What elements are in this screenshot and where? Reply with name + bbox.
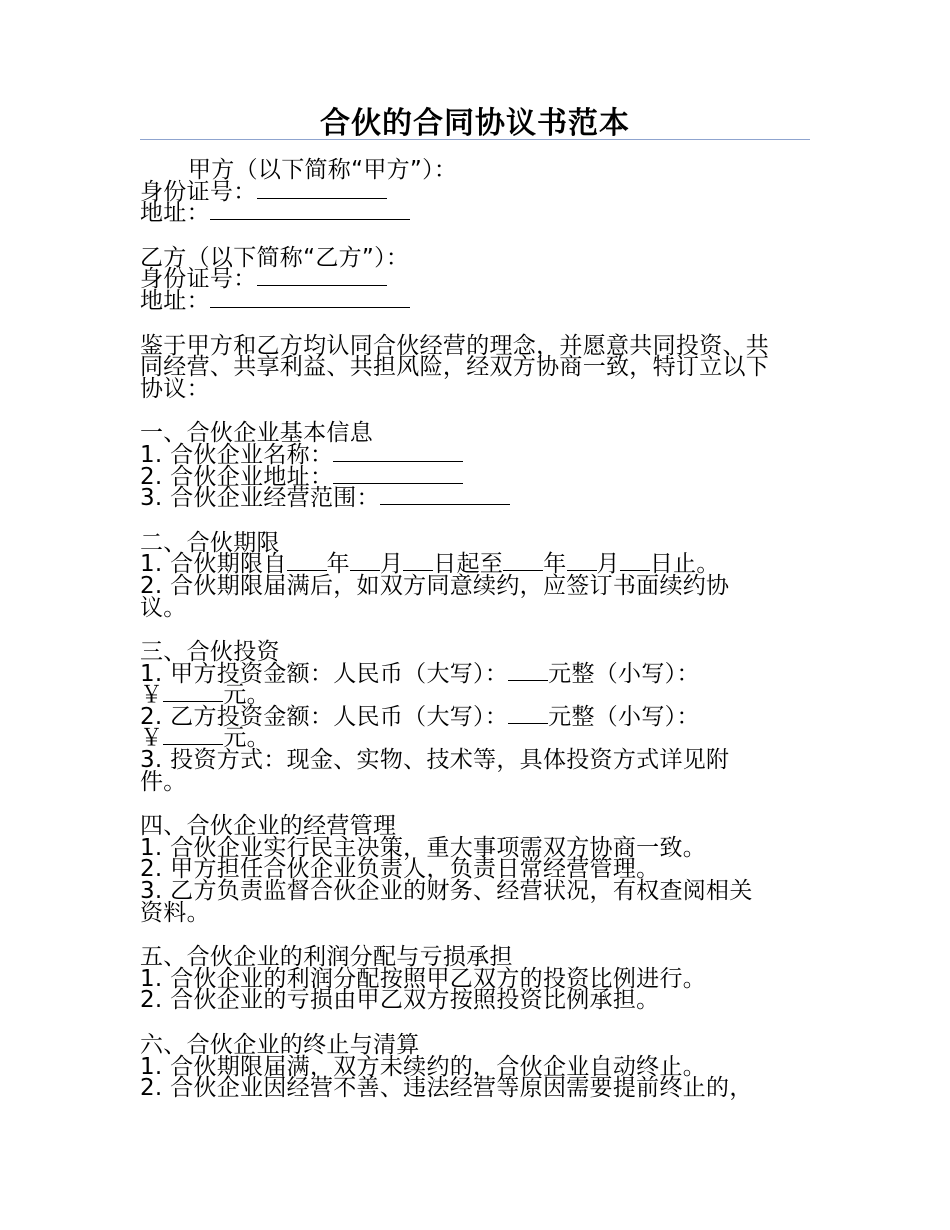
section-4-item-2: 2. 甲方担任合伙企业负责人，负责日常经营管理。 — [140, 856, 660, 883]
item-text: 年 — [326, 551, 350, 578]
party-a-id-blank[interactable] — [257, 182, 387, 199]
end-year-blank[interactable] — [503, 554, 543, 571]
document-title: 合伙的合同协议书范本 — [320, 106, 630, 141]
section-3-item-3-cont: 件。 — [140, 768, 187, 795]
party-a-address-line — [140, 200, 816, 227]
party-a-address-blank[interactable] — [210, 203, 410, 220]
section-3-heading: 三、合伙投资 — [140, 639, 280, 666]
start-day-blank[interactable] — [403, 554, 433, 571]
section-6-item-2: 2. 合伙企业因经营不善、违法经营等原因需要提前终止的， — [140, 1075, 753, 1102]
party-b-address-line — [140, 287, 816, 314]
party-b-amount-figures-blank[interactable] — [163, 728, 223, 745]
title-underline — [140, 139, 810, 140]
item-text: 元。 — [223, 682, 270, 709]
party-b-address-blank[interactable] — [210, 291, 410, 308]
section-4-item-3: 3. 乙方负责监督合伙企业的财务、经营状况，有权查阅相关 — [140, 878, 753, 905]
section-5-item-2: 2. 合伙企业的亏损由甲乙双方按照投资比例承担。 — [140, 987, 660, 1014]
item-text: 1. 甲方投资金额：人民币（大写）： — [140, 660, 509, 687]
party-a-id-label: 身份证号： — [140, 178, 257, 205]
enterprise-name-blank[interactable] — [333, 445, 463, 462]
item-text: 2. 合伙企业地址： — [140, 463, 334, 490]
item-text: 3. 合伙企业经营范围： — [140, 485, 380, 512]
party-b-address-label: 地址： — [140, 287, 210, 314]
end-day-blank[interactable] — [620, 554, 650, 571]
start-year-blank[interactable] — [287, 554, 327, 571]
item-text: 月 — [596, 551, 620, 578]
party-a-amount-figures-blank[interactable] — [163, 685, 223, 702]
party-a-id-line — [140, 178, 816, 205]
section-5-item-1: 1. 合伙企业的利润分配按照甲乙双方的投资比例进行。 — [140, 965, 707, 992]
enterprise-address-blank[interactable] — [333, 467, 463, 484]
item-text: 月 — [379, 551, 404, 578]
item-text: 1. 合伙期限自 — [140, 551, 287, 578]
yuan-sign: ￥ — [140, 682, 164, 709]
section-2-heading: 二、合伙期限 — [140, 529, 280, 556]
section-4-heading: 四、合伙企业的经营管理 — [140, 813, 397, 840]
yuan-sign: ￥ — [140, 725, 164, 752]
item-text: 元。 — [223, 725, 270, 752]
party-a-header: 甲方（以下简称“甲方”）： — [188, 157, 458, 183]
item-text: 元整（小写）： — [548, 660, 700, 687]
section-6-heading: 六、合伙企业的终止与清算 — [140, 1032, 420, 1058]
section-2-item-2: 2. 合伙期限届满后，如双方同意续约，应签订书面续约协 — [140, 572, 730, 599]
party-a-address-label: 地址： — [140, 200, 210, 227]
section-1-heading: 一、合伙企业基本信息 — [140, 420, 373, 447]
party-b-amount-words-blank[interactable] — [508, 707, 548, 724]
item-text: 元整（小写）： — [548, 703, 700, 730]
section-5-heading: 五、合伙企业的利润分配与亏损承担 — [140, 944, 513, 971]
item-text: 日起至 — [433, 551, 504, 578]
preamble-line: 协议： — [140, 375, 210, 402]
section-6-item-1: 1. 合伙期限届满，双方未续约的，合伙企业自动终止。 — [140, 1053, 707, 1080]
party-b-id-line — [140, 266, 816, 293]
party-b-header: 乙方（以下简称“乙方”）： — [140, 244, 410, 271]
section-1-item-3 — [140, 485, 816, 512]
item-text: 1. 合伙企业名称： — [140, 441, 334, 468]
item-text: 2. 乙方投资金额：人民币（大写）： — [140, 703, 509, 730]
section-2-item-2-cont: 议。 — [140, 594, 187, 621]
item-text: 年 — [543, 551, 567, 578]
item-text: 日止。 — [649, 551, 720, 578]
party-b-id-blank[interactable] — [257, 269, 387, 286]
document-body — [140, 157, 816, 1102]
end-month-blank[interactable] — [567, 554, 597, 571]
preamble-line: 同经营、共享利益、共担风险，经双方协商一致，特订立以下 — [140, 354, 770, 381]
party-a-amount-words-blank[interactable] — [508, 664, 548, 681]
section-4-item-3-cont: 资料。 — [140, 899, 210, 926]
party-b-id-label: 身份证号： — [140, 266, 257, 293]
business-scope-blank[interactable] — [380, 488, 510, 505]
section-3-item-3: 3. 投资方式：现金、实物、技术等，具体投资方式详见附 — [140, 747, 730, 774]
preamble-line: 鉴于甲方和乙方均认同合伙经营的理念，并愿意共同投资、共 — [140, 332, 770, 359]
start-month-blank[interactable] — [350, 554, 380, 571]
section-4-item-1: 1. 合伙企业实行民主决策，重大事项需双方协商一致。 — [140, 834, 707, 861]
